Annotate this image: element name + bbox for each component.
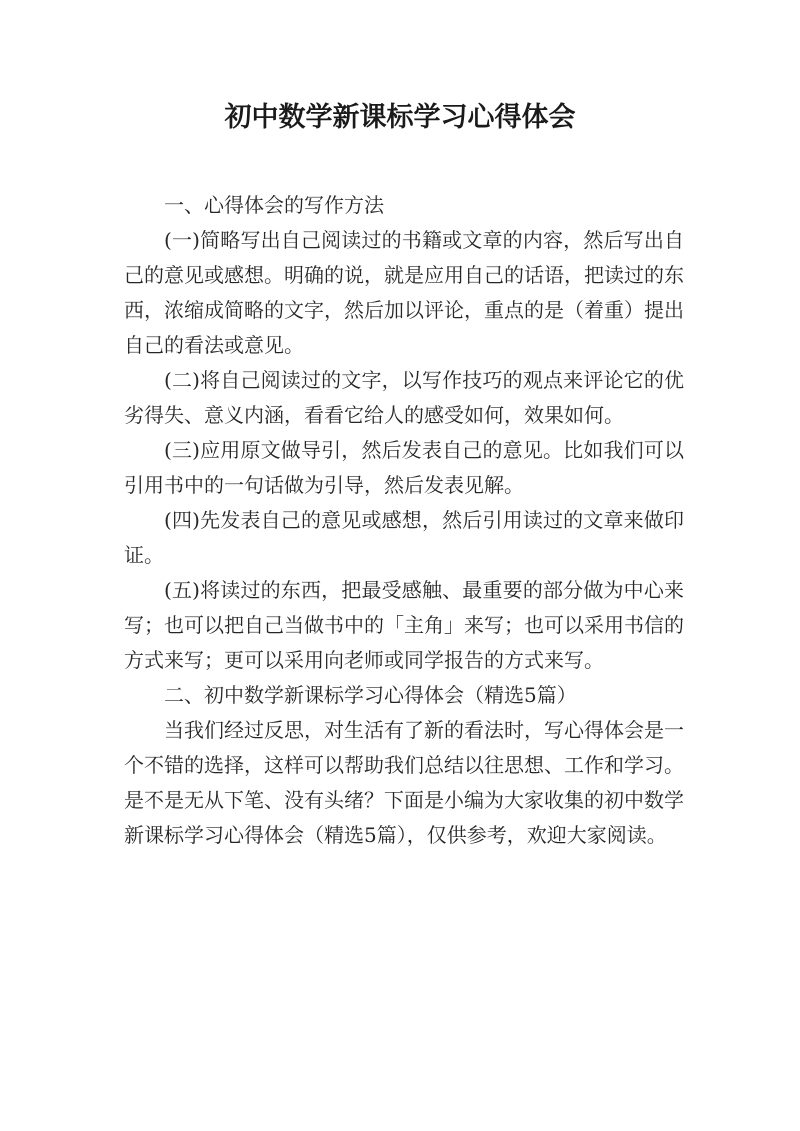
section-heading-experiences: 二、初中数学新课标学习心得体会（精选5篇） xyxy=(164,683,577,707)
section-heading-writing-methods: 一、心得体会的写作方法 xyxy=(164,193,384,217)
paragraph-method-4: (四)先发表自己的意见或感想，然后引用读过的文章来做印证。 xyxy=(124,508,684,567)
document-body xyxy=(124,188,684,853)
paragraph-method-5: (五)将读过的东西，把最受感触、最重要的部分做为中心来写；也可以把自己当做书中的「主角」来写；也可以采用书信的方式来写；更可以采用向老师或同学报告的方式来写。 xyxy=(124,578,684,672)
paragraph-method-1: (一)简略写出自己阅读过的书籍或文章的内容，然后写出自己的意见或感想。明确的说，就是应用自己的话语，把读过的东西，浓缩成简略的文字，然后加以评论，重点的是（着重）提出自己的看法或意见。 xyxy=(124,228,684,357)
document-title: 初中数学新课标学习心得体会 xyxy=(224,102,576,133)
paragraph-introduction: 当我们经过反思，对生活有了新的看法时，写心得体会是一个不错的选择，这样可以帮助我们总结以往思想、工作和学习。是不是无从下笔、没有头绪？下面是小编为大家收集的初中数学新课标学习心得体会（精选5篇），仅供参考，欢迎大家阅读。 xyxy=(124,718,684,847)
paragraph-method-3: (三)应用原文做导引，然后发表自己的意见。比如我们可以引用书中的一句话做为引导，然后发表见解。 xyxy=(124,438,684,497)
paragraph-method-2: (二)将自己阅读过的文字，以写作技巧的观点来评论它的优劣得失、意义内涵，看看它给人的感受如何，效果如何。 xyxy=(124,368,684,427)
